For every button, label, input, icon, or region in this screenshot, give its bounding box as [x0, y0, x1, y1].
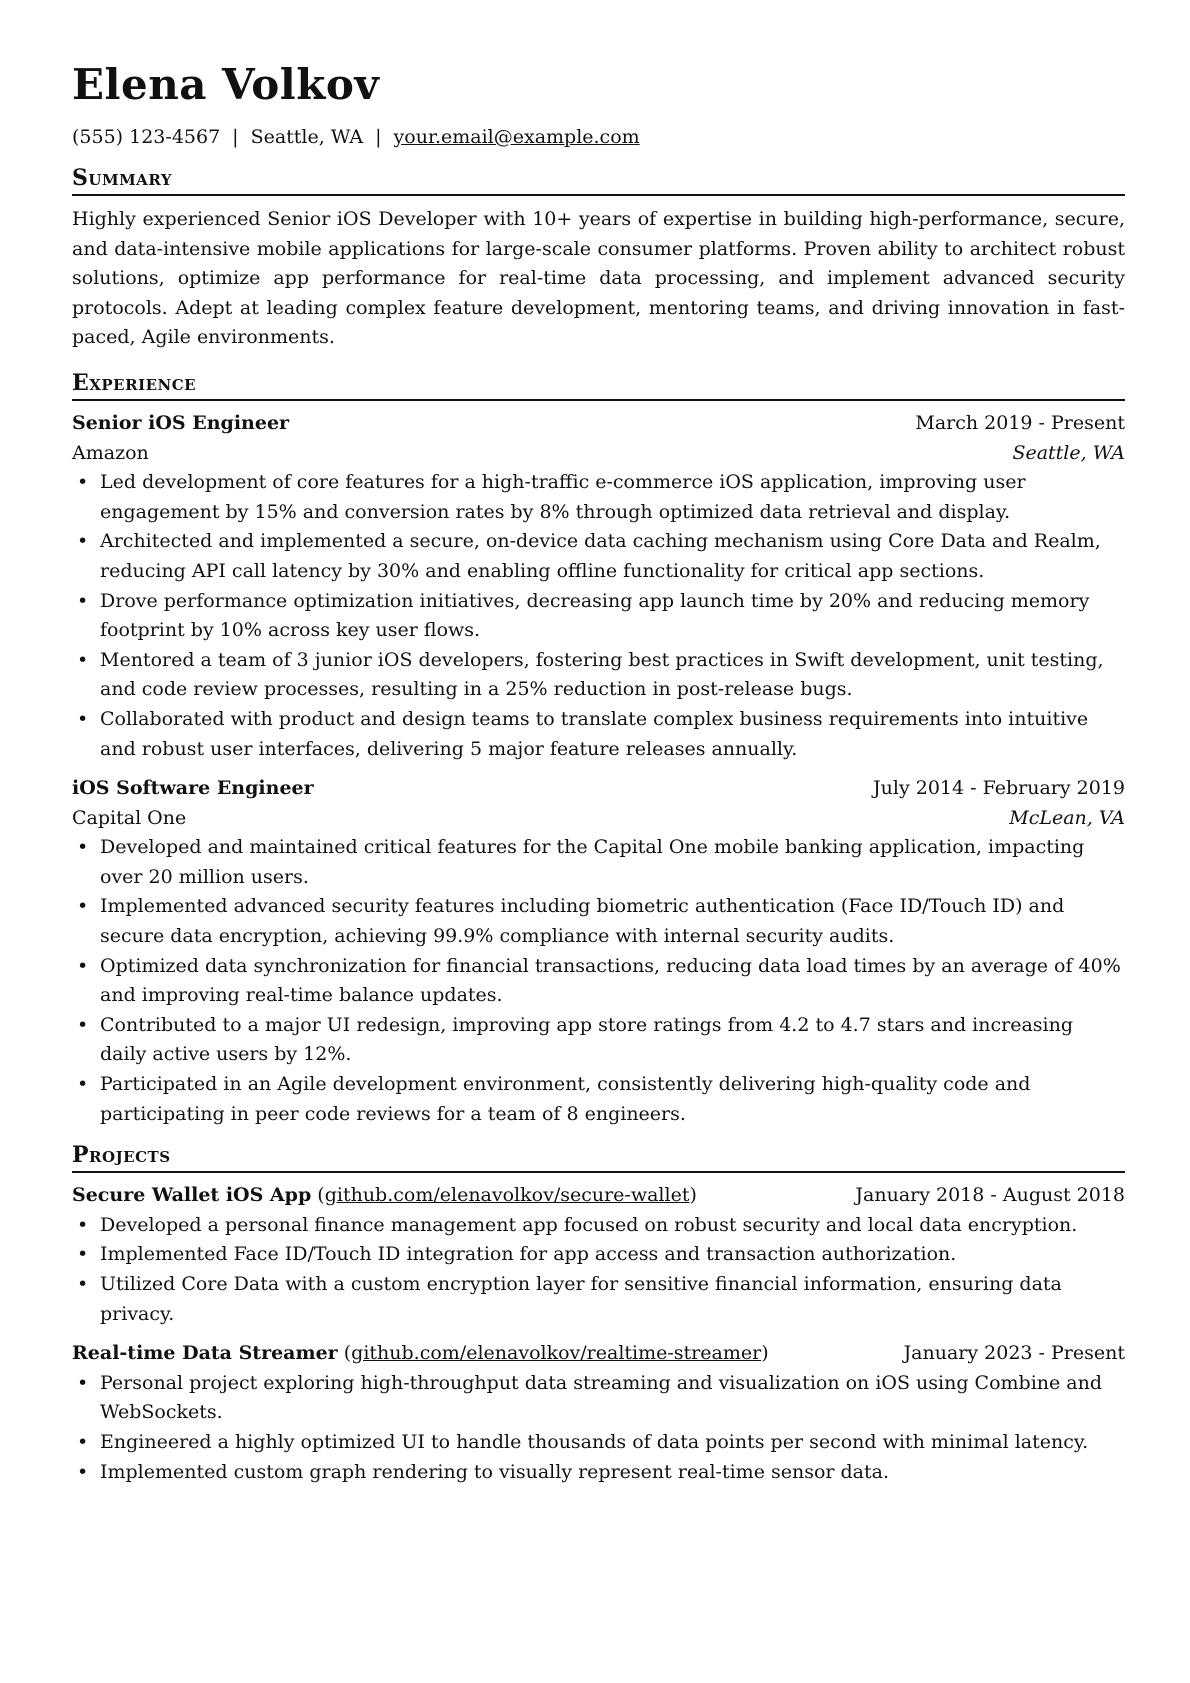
job-company: Capital One: [72, 806, 187, 829]
project-bullets: [72, 1211, 1125, 1329]
project-title: Real-time Data Streamer (github.com/elenavolkov/realtime-streamer): [72, 1342, 769, 1365]
job-entry: [72, 774, 1125, 1129]
job-location: Seattle, WA: [1012, 441, 1125, 464]
project-link[interactable]: github.com/elenavolkov/realtime-streamer: [351, 1342, 762, 1365]
project-bullets: [72, 1369, 1125, 1487]
projects-heading: Projects: [72, 1141, 1125, 1173]
job-dates: July 2014 - February 2019: [873, 777, 1125, 800]
project-title: Secure Wallet iOS App (github.com/elenavolkov/secure-wallet): [72, 1184, 697, 1207]
phone-number: (555) 123-4567: [72, 126, 221, 148]
bullet-item: • Engineered a highly optimized UI to handle thousands of data points per second with minimal latency.: [72, 1428, 1125, 1458]
location: Seattle, WA: [250, 126, 364, 148]
bullet-item: • Implemented advanced security features including biometric authentication (Face ID/Touch ID) and secure data encryption, achieving 99.9% compliance with internal security audits.: [72, 892, 1125, 951]
bullet-item: • Implemented Face ID/Touch ID integration for app access and transaction authorization.: [72, 1240, 1125, 1270]
bullet-item: • Implemented custom graph rendering to visually represent real-time sensor data.: [72, 1458, 1125, 1488]
bullet-item: • Drove performance optimization initiatives, decreasing app launch time by 20% and reducing memory footprint by 10% across key user flows.: [72, 587, 1125, 646]
bullet-item: • Participated in an Agile development environment, consistently delivering high-quality code and participating in peer code reviews for a team of 8 engineers.: [72, 1070, 1125, 1129]
project-entry: [72, 1181, 1125, 1329]
job-header-row: [72, 409, 1125, 439]
bullet-item: • Optimized data synchronization for financial transactions, reducing data load times by an average of 40% and improving real-time balance updates.: [72, 952, 1125, 1011]
contact-line: [72, 124, 1125, 150]
bullet-item: • Mentored a team of 3 junior iOS developers, fostering best practices in Swift development, unit testing, and code review processes, resulting in a 25% reduction in post-release bugs.: [72, 646, 1125, 705]
bullet-item: • Developed a personal finance management app focused on robust security and local data encryption.: [72, 1211, 1125, 1241]
project-header-row: [72, 1181, 1125, 1211]
summary-text: Highly experienced Senior iOS Developer with 10+ years of expertise in building high-performance, secure, and data-intensive mobile applications for large-scale consumer platforms. Proven ability to architect robust solutions, optimize app performance for real-time data processing, and implement advanced security protocols. Adept at leading complex feature development, mentoring teams, and driving innovation in fast-paced, Agile environments.: [72, 208, 1125, 349]
job-dates: March 2019 - Present: [915, 411, 1125, 434]
job-company-row: [72, 439, 1125, 469]
summary-heading: Summary: [72, 164, 1125, 196]
job-entry: [72, 409, 1125, 764]
project-entry: [72, 1339, 1125, 1487]
bullet-item: • Collaborated with product and design teams to translate complex business requirements into intuitive and robust user interfaces, delivering 5 major feature releases annually.: [72, 705, 1125, 764]
bullet-item: • Architected and implemented a secure, on-device data caching mechanism using Core Data and Realm, reducing API call latency by 30% and enabling offline functionality for critical app sections.: [72, 527, 1125, 586]
bullet-item: • Led development of core features for a high-traffic e-commerce iOS application, improving user engagement by 15% and conversion rates by 8% through optimized data retrieval and display.: [72, 468, 1125, 527]
bullet-item: • Contributed to a major UI redesign, improving app store ratings from 4.2 to 4.7 stars and increasing daily active users by 12%.: [72, 1011, 1125, 1070]
email-link[interactable]: your.email@example.com: [393, 126, 640, 148]
project-name: Secure Wallet iOS App: [72, 1184, 312, 1207]
experience-heading: Experience: [72, 369, 1125, 401]
project-dates: January 2023 - Present: [903, 1342, 1125, 1365]
job-bullets: [72, 833, 1125, 1129]
bullet-item: • Utilized Core Data with a custom encryption layer for sensitive financial information, ensuring data privacy.: [72, 1270, 1125, 1329]
job-company-row: [72, 804, 1125, 834]
job-role: iOS Software Engineer: [72, 777, 314, 800]
job-company: Amazon: [72, 441, 149, 464]
bullet-item: • Personal project exploring high-throughput data streaming and visualization on iOS using Combine and WebSockets.: [72, 1369, 1125, 1428]
bullet-item: • Developed and maintained critical features for the Capital One mobile banking application, impacting over 20 million users.: [72, 833, 1125, 892]
candidate-name: Elena Volkov: [72, 60, 380, 109]
job-role: Senior iOS Engineer: [72, 411, 290, 434]
separator: |: [375, 126, 382, 148]
project-dates: January 2018 - August 2018: [855, 1184, 1125, 1207]
job-location: McLean, VA: [1009, 806, 1125, 829]
project-header-row: [72, 1339, 1125, 1369]
job-header-row: [72, 774, 1125, 804]
separator: |: [232, 126, 239, 148]
project-link[interactable]: github.com/elenavolkov/secure-wallet: [324, 1184, 690, 1207]
project-name: Real-time Data Streamer: [72, 1342, 338, 1365]
job-bullets: [72, 468, 1125, 764]
